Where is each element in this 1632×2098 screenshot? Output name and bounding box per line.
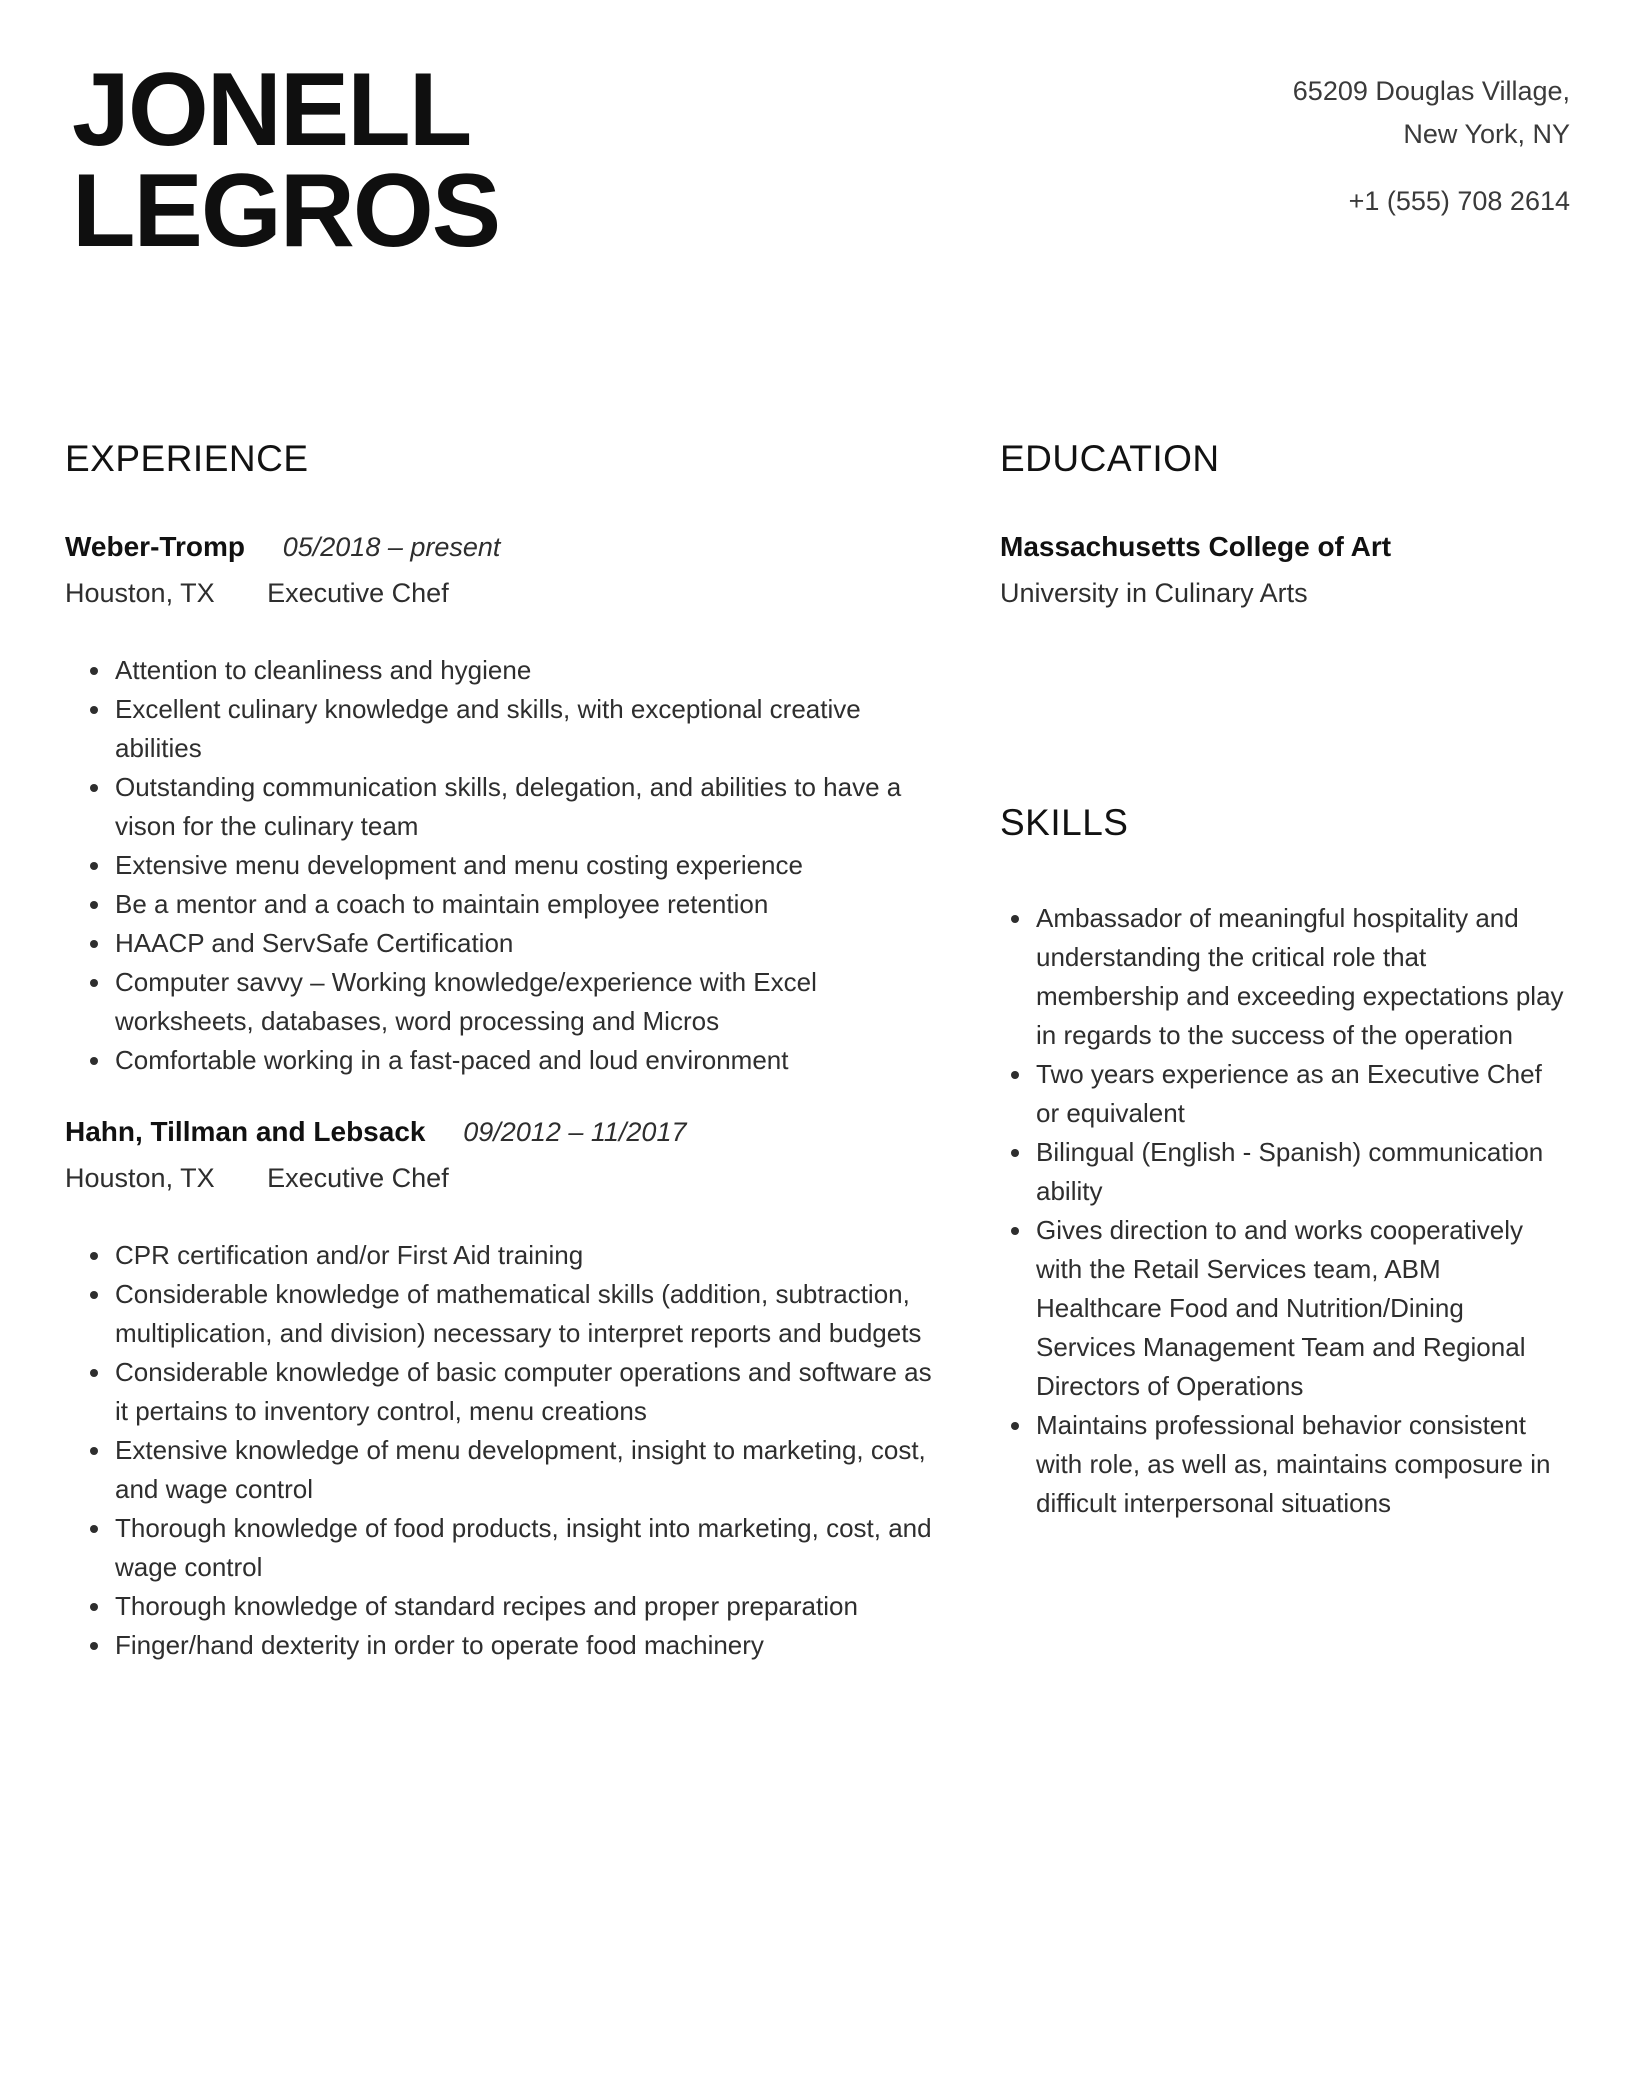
- skills-heading: SKILLS: [1000, 802, 1129, 843]
- bullet-item: • Extensive knowledge of menu development, insight to marketing, cost, and wage control: [113, 1431, 945, 1509]
- degree-name: University in Culinary Arts: [1000, 578, 1308, 608]
- bullet-item: • Maintains professional behavior consistent with role, as well as, maintains composure in difficult interpersonal situations: [1034, 1406, 1570, 1523]
- job-entry-1: [65, 529, 945, 1080]
- experience-heading: EXPERIENCE: [65, 438, 309, 479]
- job-sub-row: [65, 575, 945, 611]
- job-title-row: [65, 1114, 945, 1150]
- education-heading: EDUCATION: [1000, 438, 1220, 479]
- bullet-item: • Attention to cleanliness and hygiene: [113, 651, 945, 690]
- bullet-item: • Comfortable working in a fast-paced and loud environment: [113, 1041, 945, 1080]
- job-location: Houston, TX: [65, 578, 215, 608]
- job-location: Houston, TX: [65, 1163, 215, 1193]
- address-line-1: 65209 Douglas Village,: [1292, 76, 1570, 106]
- experience-section: [65, 437, 945, 1665]
- job-sub-row: [65, 1160, 945, 1196]
- bullet-item: • Be a mentor and a coach to maintain employee retention: [113, 885, 945, 924]
- school-name: Massachusetts College of Art: [1000, 531, 1392, 562]
- job-entry-2: [65, 1114, 945, 1665]
- bullet-item: • HAACP and ServSafe Certification: [113, 924, 945, 963]
- name-line-2: LEGROS: [72, 153, 500, 269]
- bullet-item: • Bilingual (English - Spanish) communication ability: [1034, 1133, 1570, 1211]
- bullet-item: • Outstanding communication skills, delegation, and abilities to have a vison for the culinary team: [113, 768, 945, 846]
- bullet-item: • Extensive menu development and menu costing experience: [113, 846, 945, 885]
- bullet-item: • Finger/hand dexterity in order to operate food machinery: [113, 1626, 945, 1665]
- job-dates: 05/2018 – present: [282, 532, 501, 562]
- address-line-2: New York, NY: [1403, 119, 1570, 149]
- header: [0, 0, 1632, 269]
- company-name: Weber-Tromp: [65, 531, 245, 562]
- bullet-item: • Computer savvy – Working knowledge/experience with Excel worksheets, databases, word processing and Micros: [113, 963, 945, 1041]
- bullet-item: • Thorough knowledge of food products, insight into marketing, cost, and wage control: [113, 1509, 945, 1587]
- bullet-item: • Two years experience as an Executive Chef or equivalent: [1034, 1055, 1570, 1133]
- skills-bullet-list: [1000, 899, 1570, 1523]
- bullet-item: • Thorough knowledge of standard recipes and proper preparation: [113, 1587, 945, 1626]
- job-role: Executive Chef: [267, 578, 449, 608]
- name-line-1: JONELL: [72, 52, 471, 168]
- bullet-item: • CPR certification and/or First Aid training: [113, 1236, 945, 1275]
- contact-info: [1293, 60, 1570, 223]
- right-column: [1000, 437, 1570, 1665]
- education-section: [1000, 437, 1570, 611]
- bullet-item: • Gives direction to and works cooperatively with the Retail Services team, ABM Healthcare Food and Nutrition/Dining Services Management Team and Regional Directors of Operations: [1034, 1211, 1570, 1406]
- bullet-item: • Ambassador of meaningful hospitality and understanding the critical role that membership and exceeding expectations play in regards to the success of the operation: [1034, 899, 1570, 1055]
- job-title-row: [65, 529, 945, 565]
- phone-number: +1 (555) 708 2614: [1348, 186, 1570, 216]
- company-name: Hahn, Tillman and Lebsack: [65, 1116, 426, 1147]
- skills-section: [1000, 801, 1570, 1523]
- main-content: [0, 437, 1632, 1665]
- bullet-item: • Considerable knowledge of basic computer operations and software as it pertains to inventory control, menu creations: [113, 1353, 945, 1431]
- bullet-item: • Excellent culinary knowledge and skills, with exceptional creative abilities: [113, 690, 945, 768]
- job-bullet-list: [65, 651, 945, 1080]
- bullet-item: • Considerable knowledge of mathematical skills (addition, subtraction, multiplication, and division) necessary to interpret reports and budgets: [113, 1275, 945, 1353]
- job-role: Executive Chef: [267, 1163, 449, 1193]
- candidate-name: [72, 52, 500, 269]
- job-bullet-list: [65, 1236, 945, 1665]
- job-dates: 09/2012 – 11/2017: [463, 1117, 687, 1147]
